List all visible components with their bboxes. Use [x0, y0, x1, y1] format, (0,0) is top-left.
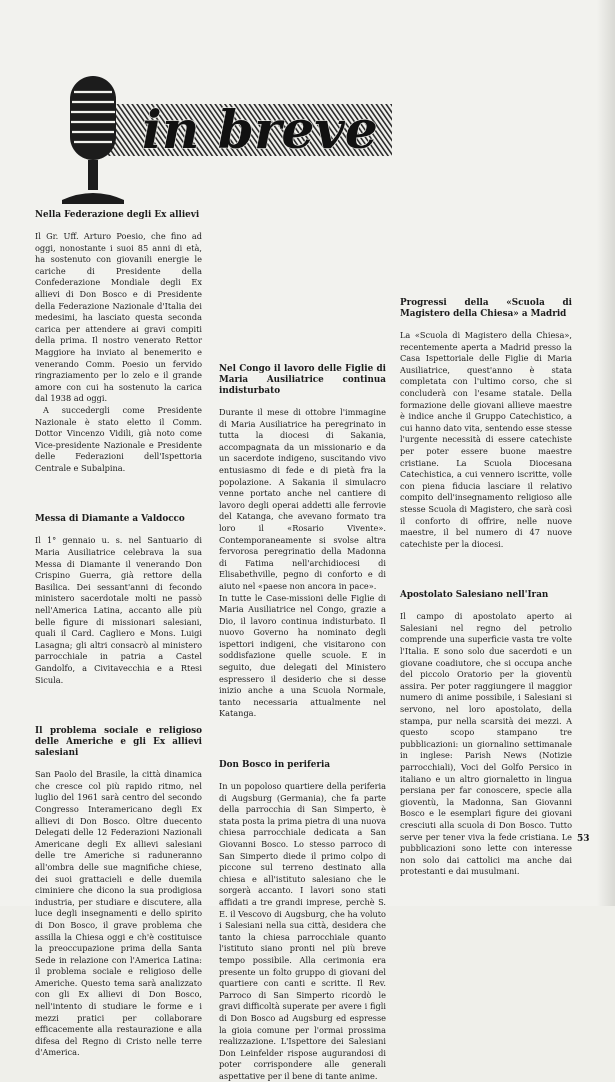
- article-title: Nella Federazione degli Ex allievi: [35, 210, 200, 220]
- article-don-bosco-periferia: [219, 760, 386, 1081]
- column-2: [219, 210, 386, 1081]
- page-number: 53: [577, 834, 590, 844]
- article-paragraph: San Paolo del Brasile, la città dinamica che cresce col più rapido ritmo, nel luglio del 1961 sarà centro del secondo Congresso Interamericano degli Ex allievi di Don Bosco. Oltre duecento Delegati delle 12 Federazioni Nazionali Americane degli Ex allievi salesiani delle tre Americhe si raduneranno all'ombra delle sue magnifiche chiese, dei suoi grattacieli e delle duemila ciminiere che dicono la sua prodigiosa industria, per studiare e discutere, alla luce degli insegnamenti e dello spirito di Don Bosco, il grave problema che assilla la Chiesa oggi e ch'è costituisce la preoccupazione prima della Santa Sede in relazione con l'America Latina: il problema sociale e religioso delle Americhe. Questo tema sarà analizzato con gli Ex allievi di Don Bosco, nell'intento di studiare le forme e i mezzi pratici per collaborare efficacemente alla restaurazione e alla difesa del Regno di Cristo nelle terre d'America.: [35, 769, 202, 1058]
- article-paragraph: Il campo di apostolato aperto ai Salesiani nel regno del petrolio comprende una superficie vasta tre volte l'Italia. E sono solo due sacerdoti e un giovane coadiutore, che si occupa anche del piccolo Oratorio per la gioventù assira. Per poter raggiungere il maggior numero di anime possibile, i Salesiani si servono, nel loro apostolato, della stampa, pur nella scarsità dei mezzi. A questo scopo stampano tre pubblicazioni: un giornalino settimanale in inglese: Parish News (Notizie parrocchiali), Voci del Golfo Persico in italiano e un altro giornaletto in lingua persiana per far conoscere, specie alla gioventù, la Madonna, San Giovanni Bosco e le esemplari figure dei giovani cresciuti alla scuola di Don Bosco. Tutto serve per tener viva la fede cristiana. Le pubblicazioni sono lette con interesse non solo dai cattolici ma anche dai protestanti e dai musulmani.: [400, 611, 572, 877]
- article-congo: [219, 364, 386, 720]
- article-paragraph: La «Scuola di Magistero della Chiesa», recentemente aperta a Madrid presso la Casa Ispettoriale delle Figlie di Maria Ausiliatrice, quest'anno è stata completata con l'ultimo corso, che si concluderà con l'esame statale. Della formazione delle giovani allieve maestre è indice anche il Gruppo Catechistico, a cui hanno dato vita, sentendo esse stesse l'urgente necessità di essere catechiste per poter essere buone maestre cristiane. La Scuola Diocesana Catechistica, a cui vennero iscritte, volle con piena fiducia lasciare il relativo compito dell'insegnamento religioso alle stesse Scuola di Magistero, che sarà così il conforto di offrire, nelle nuove maestre, il bel numero di 47 nuove catechiste per la diocesi.: [400, 330, 572, 549]
- column-1: [35, 210, 202, 1058]
- in-breve-banner: [48, 62, 396, 210]
- article-paragraph: Il Gr. Uff. Arturo Poesio, che fino ad oggi, nonostante i suoi 85 anni di età, ha sostenuto con giovanili energie le cariche di Presidente della Confederazione Mondiale degli Ex allievi di Don Bosco e di Presidente della Federazione Nazionale d'Italia dei medesimi, ha lasciato questa seconda carica per attendere ai gravi compiti della prima. Il nostro venerato Rettor Maggiore ha inviato al benemerito e venerando Comm. Poesio un fervido ringraziamento per lo zelo e il grande amore con cui ha sostenuto la carica dal 1938 ad oggi.: [35, 231, 202, 404]
- article-paragraph: In tutte le Case-missioni delle Figlie di Maria Ausiliatrice nel Congo, grazie a Dio, il lavoro continua indisturbato. Il nuovo Governo ha nominato degli ispettori indigeni, che visitarono con soddisfazione quelle scuole. E in seguito, due delegati del Ministero espressero il desiderio che si desse inizio anche a una Scuola Normale, tanto necessaria attualmente nel Katanga.: [219, 592, 386, 719]
- article-iran: [400, 590, 572, 878]
- column-3: [400, 68, 572, 878]
- article-title: Il problema sociale e religioso delle Americhe e gli Ex allievi salesiani: [35, 726, 202, 759]
- article-paragraph: Durante il mese di ottobre l'immagine di Maria Ausiliatrice ha peregrinato in tutta la diocesi di Sakania, accompagnata da un missionario e da un sacerdote indigeno, suscitando vivo entusiasmo di fede e di pietà fra la popolazione. A Sakania il simulacro venne portato anche nel cantiere di lavoro degli operai addetti alle ferrovie del Katanga, che avevano formato tra loro il «Rosario Vivente». Contemporaneamente si svolse altra fervorosa peregrinatio della Madonna di Fatima nell'archidiocesi di Elisabethville, pegno di conforto e di aiuto nel «paese non ancora in pace».: [219, 407, 386, 591]
- article-federazione: [35, 210, 202, 474]
- article-title: Don Bosco in periferia: [219, 760, 331, 771]
- article-paragraph: A succedergli come Presidente Nazionale è stato eletto il Comm. Dottor Vincenzo Vidili, già noto come Vice-presidente Nazionale e Presidente delle Federazioni dell'Ispettoria Centrale e Subalpina.: [35, 404, 202, 473]
- article-paragraph: In un popoloso quartiere della periferia di Augsburg (Germania), che fa parte della parrocchia di San Simperto, è stata posta la prima pietra di una nuova chiesa parrocchiale dedicata a San Giovanni Bosco. Lo stesso parroco di San Simperto diede il primo colpo di piccone sul terreno destinato alla chiesa e all'istituto salesiano che le sorgerà accanto. I lavori sono stati affidati a tre grandi imprese, perchè S. E. il Vescovo di Augsburg, che ha voluto i Salesiani nella sua città, desidera che tanto la chiesa parrocchiale quanto l'istituto siano pronti nel più breve tempo possibile. Alla cerimonia era presente un folto gruppo di giovani del quartiere con canti e scritte. Il Rev. Parroco di San Simperto ricordò le gravi difficoltà superate per avere i figli di Don Bosco ad Augsburg ed espresse la gioia comune per l'ormai prossima realizzazione. L'Ispettore dei Salesiani Don Leinfelder rispose augurandosi di poter corrispondere alle generali aspettative per il bene di tante anime.: [219, 781, 386, 1081]
- article-title: Progressi della «Scuola di Magistero della Chiesa» a Madrid: [400, 298, 572, 319]
- article-title: Apostolato Salesiano nell'Iran: [400, 590, 549, 601]
- scan-edge-shadow: [597, 0, 615, 906]
- article-scuola-magistero: [400, 298, 572, 550]
- article-title: Messa di Diamante a Valdocco: [35, 514, 185, 525]
- banner-title: in breve: [142, 100, 378, 161]
- article-don-bosco-periferia-continued: [400, 68, 572, 258]
- article-title: Nel Congo il lavoro delle Figlie di Maria Ausiliatrice continua indisturbato: [219, 364, 386, 396]
- article-messa-diamante: [35, 514, 202, 686]
- article-paragraph: Il 1° gennaio u. s. nel Santuario di Maria Ausiliatrice celebrava la sua Messa di Diamante il venerando Don Crispino Guerra, già rettore della Basilica. Dei sessant'anni di fecondo ministero sacerdotale molti ne passò nell'America Latina, accanto alle più belle figure di missionari salesiani, quali il Card. Cagliero e Mons. Luigi Lasagna; gli altri consacrò al ministero parrocchiale in patria a Castel Gandolfo, a Civitavecchia e a Rtesi Sicula.: [35, 535, 202, 685]
- article-problema-sociale-continued: [219, 210, 386, 324]
- article-problema-sociale: [35, 726, 202, 1058]
- microphone-icon: [62, 76, 124, 204]
